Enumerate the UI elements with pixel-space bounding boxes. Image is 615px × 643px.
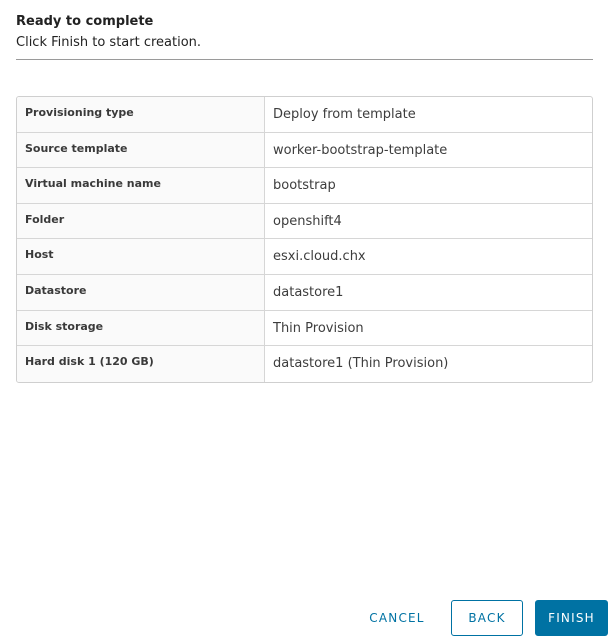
summary-row-hard-disk-1 [17, 346, 592, 382]
summary-label: Host [17, 239, 265, 274]
finish-button[interactable]: FINISH [535, 600, 608, 636]
summary-row-host [17, 239, 592, 275]
summary-value: Deploy from template [273, 107, 416, 122]
summary-label: Datastore [17, 275, 265, 310]
summary-table [16, 96, 593, 383]
summary-value: datastore1 (Thin Provision) [273, 356, 449, 372]
summary-label: Virtual machine name [17, 168, 265, 203]
summary-row-disk-storage [17, 311, 592, 347]
cancel-button[interactable]: CANCEL [358, 600, 436, 636]
header-divider [16, 59, 593, 60]
summary-value: worker-bootstrap-template [273, 142, 448, 158]
back-button[interactable]: BACK [451, 600, 523, 636]
summary-value: bootstrap [273, 178, 336, 194]
page-title: Ready to complete [16, 14, 154, 29]
summary-row-datastore [17, 275, 592, 311]
summary-value: esxi.cloud.chx [273, 249, 366, 265]
summary-row-source-template [17, 133, 592, 169]
summary-label: Disk storage [17, 311, 265, 346]
summary-label: Hard disk 1 (120 GB) [17, 346, 265, 382]
summary-value: datastore1 [273, 284, 344, 300]
page-subtitle: Click Finish to start creation. [16, 35, 202, 50]
summary-row-folder [17, 204, 592, 240]
summary-label: Folder [17, 204, 265, 239]
summary-value: Thin Provision [273, 320, 364, 336]
summary-label: Source template [17, 133, 265, 168]
summary-row-provisioning-type [17, 97, 592, 133]
summary-label: Provisioning type [17, 97, 265, 132]
summary-row-vm-name [17, 168, 592, 204]
wizard-step-header [16, 14, 593, 51]
summary-value: openshift4 [273, 213, 342, 229]
